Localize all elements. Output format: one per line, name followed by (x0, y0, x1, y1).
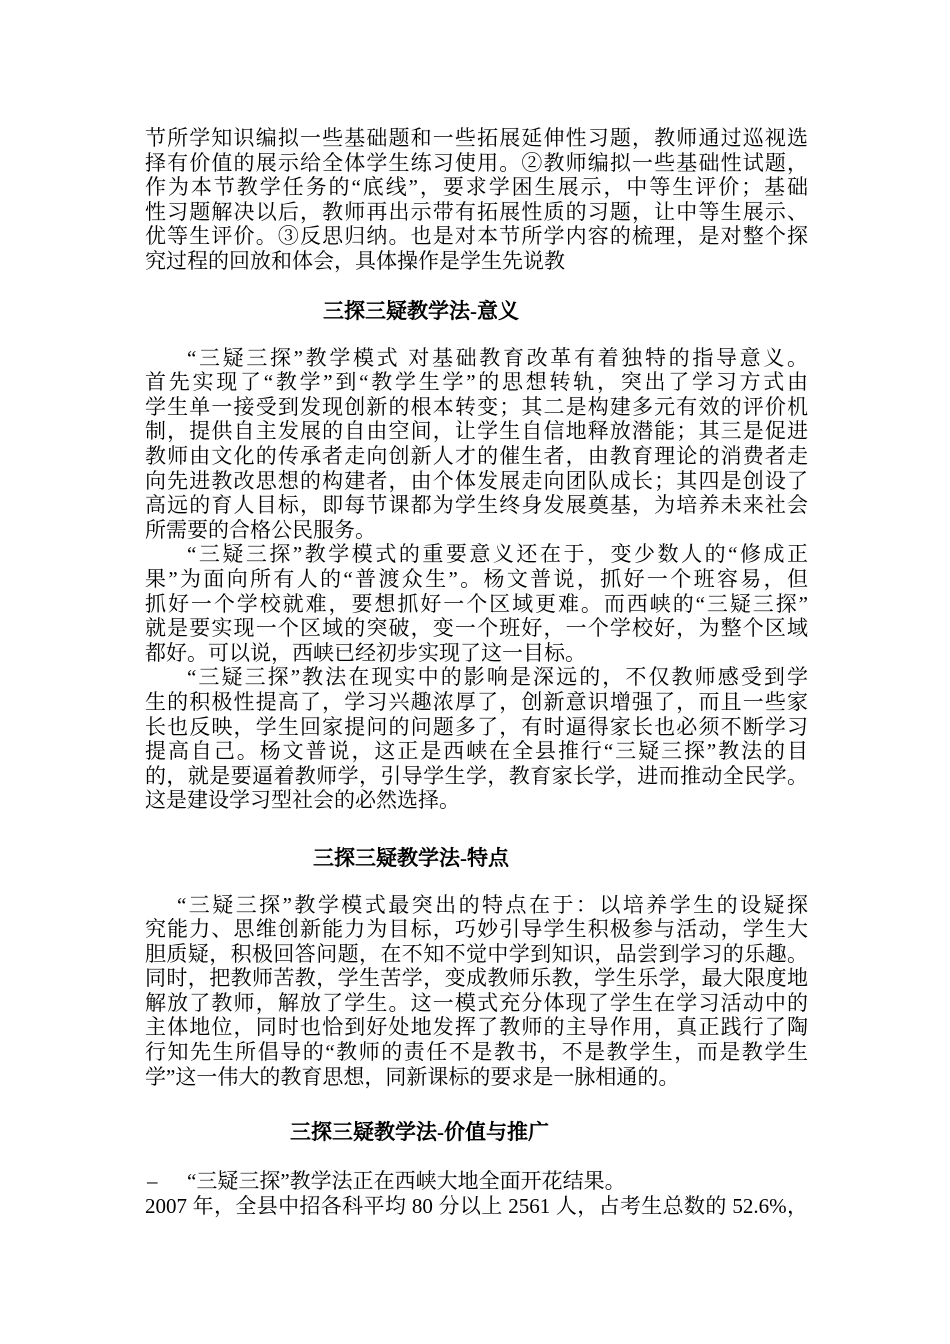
paragraph-line: 学生单一接受到发现创新的根本转变；其二是构建多元有效的评价机 (145, 394, 808, 419)
paragraph-line: 主体地位，同时也恰到好处地发挥了教师的主导作用，真正践行了陶 (145, 1015, 808, 1040)
paragraph-line: 就是要实现一个区域的突破，变一个班好，一个学校好，为整个区域 (145, 616, 808, 641)
meaning-paragraph-1 (145, 346, 808, 543)
paragraph-line: 性习题解决以后，教师再出示带有拓展性质的习题，让中等生展示、 (145, 199, 808, 224)
section-heading-features: 三探三疑教学法-特点 (313, 845, 509, 870)
paragraph-line: 这是建设学习型社会的必然选择。 (145, 788, 460, 813)
features-paragraph-1 (145, 893, 808, 1090)
value-paragraph-1 (145, 1169, 808, 1218)
paragraph-line: 节所学知识编拟一些基础题和一些拓展延伸性习题，教师通过巡视选 (145, 126, 808, 150)
paragraph-line: “三疑三探”教学模式的重要意义还在于，变少数人的“修成正 (187, 542, 808, 567)
paragraph-line: 长也反映，学生回家提问的问题多了，有时逼得家长也必须不断学习 (145, 714, 808, 739)
paragraph-line: 抓好一个学校就难，要想抓好一个区域更难。而西峡的“三疑三探” (145, 591, 808, 616)
paragraph-line: 同时，把教师苦教，学生苦学，变成教师乐教，学生乐学，最大限度地 (145, 966, 808, 991)
paragraph-line: 果”为面向所有人的“普渡众生”。杨文普说，抓好一个班容易，但 (145, 567, 808, 591)
paragraph-line: 制，提供自主发展的自由空间，让学生自信地释放潜能；其三是促进 (145, 419, 808, 444)
paragraph-line: 择有价值的展示给全体学生练习使用。②教师编拟一些基础性试题， (145, 150, 808, 175)
paragraph-line: 优等生评价。③反思归纳。也是对本节所学内容的梳理，是对整个探 (145, 224, 808, 249)
paragraph-line: 高远的育人目标，即每节课都为学生终身发展奠基，为培养未来社会 (145, 493, 808, 518)
paragraph-line: 生的积极性提高了，学习兴趣浓厚了，创新意识增强了，而且一些家 (145, 689, 808, 714)
paragraph-line: 教师由文化的传承者走向创新人才的催生者，由教育理论的消费者走 (145, 444, 808, 469)
paragraph-line: 首先实现了“教学”到“教学生学”的思想转轨，突出了学习方式由 (145, 370, 808, 395)
paragraph-line: 作为本节教学任务的“底线”，要求学困生展示，中等生评价；基础 (145, 175, 808, 200)
paragraph-line: 所需要的合格公民服务。 (145, 517, 376, 542)
paragraph-line: 提高自己。杨文普说，这正是西峡在全县推行“三疑三探”教法的目 (145, 739, 808, 764)
meaning-paragraph-3 (145, 665, 808, 813)
paragraph-line-text: “三疑三探”教学法正在西峡大地全面开花结果。 (187, 1169, 626, 1194)
meaning-paragraph-2 (145, 542, 808, 665)
paragraph-line: 究能力、思维创新能力为目标，巧妙引导学生积极参与活动，学生大 (145, 917, 808, 942)
list-dash-marker: – (147, 1169, 158, 1194)
paragraph-line (145, 1169, 808, 1194)
paragraph-line: 向先进教改思想的构建者，由个体发展走向团队成长；其四是创设了 (145, 468, 808, 493)
paragraph-line: 都好。可以说，西峡已经初步实现了这一目标。 (145, 640, 586, 665)
document-body (145, 126, 808, 1219)
paragraph-line: 2007 年，全县中招各科平均 80 分以上 2561 人，占考生总数的 52.6%， (145, 1194, 808, 1219)
paragraph-line: 行知先生所倡导的“教师的责任不是教书，不是教学生，而是教学生 (145, 1040, 808, 1065)
paragraph-line: 解放了教师，解放了学生。这一模式充分体现了学生在学习活动中的 (145, 990, 808, 1015)
section-heading-meaning: 三探三疑教学法-意义 (323, 298, 519, 323)
paragraph-line: “三疑三探”教法在现实中的影响是深远的，不仅教师感受到学 (187, 665, 808, 690)
paragraph-line: 学”这一伟大的教育思想，同新课标的要求是一脉相通的。 (145, 1064, 680, 1089)
paragraph-line: “三疑三探”教学模式 对基础教育改革有着独特的指导意义。 (187, 345, 808, 370)
intro-paragraph (145, 126, 808, 274)
paragraph-line: “三疑三探”教学模式最突出的特点在于：以培养学生的设疑探 (177, 892, 808, 917)
paragraph-line: 胆质疑，积极回答问题，在不知不觉中学到知识，品尝到学习的乐趣。 (145, 941, 808, 966)
section-heading-value: 三探三疑教学法-价值与推广 (290, 1120, 549, 1145)
paragraph-line: 究过程的回放和体会，具体操作是学生先说教 (145, 248, 565, 273)
paragraph-line: 的，就是要逼着教师学，引导学生学，教育家长学，进而推动全民学。 (145, 763, 808, 788)
